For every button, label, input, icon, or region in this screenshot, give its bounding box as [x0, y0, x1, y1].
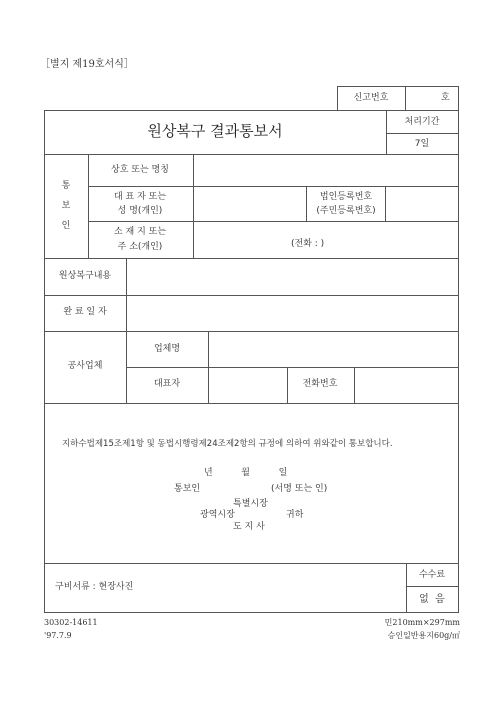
paper-type: 승인일반용지60g/㎡ — [387, 631, 460, 640]
representative-label-line2: 성 명(개인) — [117, 206, 163, 216]
contractor-phone-label: 전화번호 — [302, 379, 338, 389]
contractor-phone-field[interactable] — [355, 368, 458, 403]
statement-body: 지하수법제15조제1항 및 동법시행령제24조제2항의 규정에 의하여 위와같이 통보합니다. — [62, 439, 393, 449]
representative-label-line1: 대 표 자 또는 — [113, 192, 167, 202]
restoration-content-label: 원상복구내용 — [58, 271, 112, 281]
fee-label: 수수료 — [418, 570, 446, 580]
notifier-signature-label: 통보인 — [174, 484, 201, 494]
processing-period-value: 7일 — [414, 139, 430, 149]
corp-number-label-line1: 법인등록번호 — [319, 192, 373, 202]
corp-number-field[interactable] — [386, 187, 458, 221]
address-label-line1: 소 재 지 또는 — [113, 227, 167, 237]
form-date: '97.7.9 — [44, 631, 72, 640]
processing-period-label: 처리기간 — [404, 117, 440, 127]
report-number-field[interactable] — [406, 87, 458, 110]
notifier-section-label-1: 통 — [61, 181, 71, 191]
authority-metro-city: 광역시장 — [200, 510, 235, 520]
phone-label: (전화 : ) — [291, 239, 325, 249]
corp-number-label-line2: (주민등록번호) — [316, 206, 376, 216]
authority-suffix: 귀하 — [286, 510, 304, 520]
company-name-label: 업체명 — [153, 344, 181, 354]
form-label: ［별지 제19호서식］ — [40, 59, 134, 70]
date-line: 년 월 일 — [204, 468, 288, 478]
business-name-label: 상호 또는 명칭 — [111, 165, 169, 175]
signature-note: (서명 또는 인) — [271, 484, 328, 494]
paper-size: 민210mm×297mm — [384, 618, 460, 627]
notifier-section-label-3: 인 — [61, 221, 71, 231]
fee-value: 없 음 — [419, 594, 445, 605]
contractor-representative-field[interactable] — [209, 368, 287, 403]
address-label-line2: 주 소(개인) — [117, 242, 163, 252]
report-number-suffix: 호 — [441, 93, 450, 103]
representative-field[interactable] — [194, 187, 306, 221]
authority-special-city: 특별시장 — [233, 499, 268, 509]
authority-province: 도 지 사 — [233, 522, 265, 532]
completion-date-field[interactable] — [127, 296, 458, 331]
notifier-section-label-2: 보 — [61, 201, 71, 211]
completion-date-label: 완 료 일 자 — [63, 307, 107, 317]
contractor-section-label: 공사업체 — [67, 361, 103, 371]
contractor-representative-label: 대표자 — [153, 379, 181, 389]
form-code: 30302-14611 — [44, 618, 98, 627]
attachments-label: 구비서류 : 현장사진 — [55, 582, 134, 592]
address-field[interactable] — [194, 222, 458, 258]
form-title: 원상복구 결과통보서 — [147, 122, 283, 140]
company-name-field[interactable] — [209, 332, 458, 367]
business-name-field[interactable] — [194, 155, 458, 186]
restoration-content-field[interactable] — [127, 259, 458, 295]
signature-field[interactable] — [205, 482, 265, 496]
report-number-label: 신고번호 — [353, 93, 389, 103]
